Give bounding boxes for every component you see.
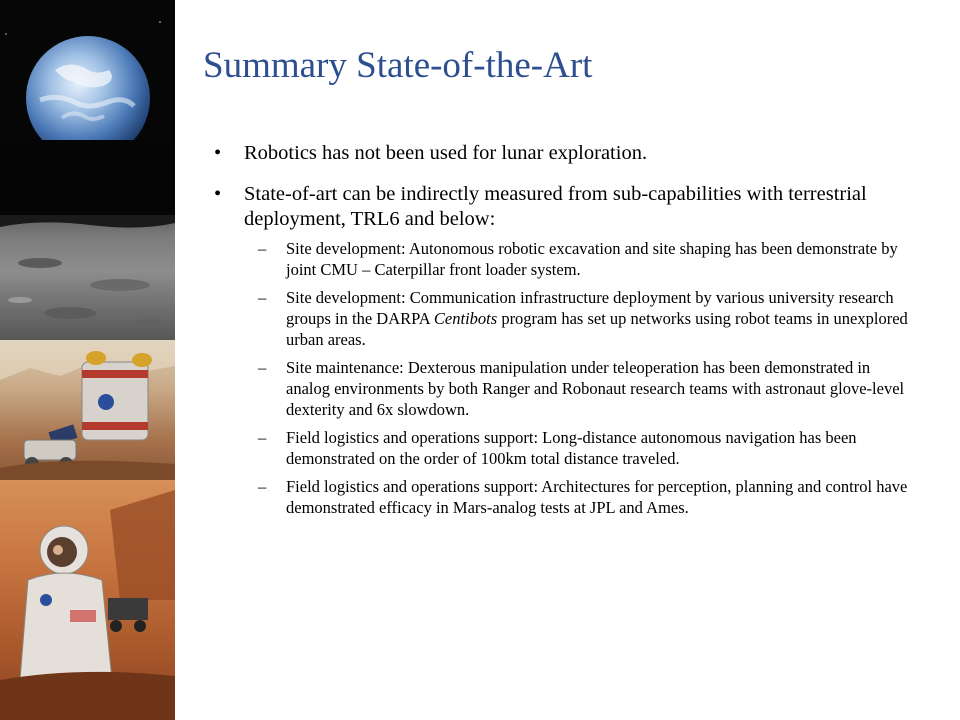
bullet-item <box>214 182 914 518</box>
sub-bullet-text: Field logistics and operations support: Long-distance autonomous navigation has been demonstrated on the order of 100km total distance traveled. <box>286 428 857 468</box>
slide-title: Summary State-of-the-Art <box>203 45 593 86</box>
sub-bullet-item <box>214 357 914 420</box>
sub-bullet-text: Field logistics and operations support: Architectures for perception, planning and control have demonstrated efficacy in Mars-analog tests at JPL and Ames. <box>286 477 908 517</box>
mars-habitat-image <box>0 340 175 480</box>
bullet-item <box>214 141 914 166</box>
left-image-strip <box>0 0 175 720</box>
astronaut-on-mars-image <box>0 480 175 720</box>
sub-bullet-text: Site maintenance: Dexterous manipulation under teleoperation has been demonstrated in analog environments by both Ranger and Robonaut research teams with astronaut glove-level dexterity and 6x slowdown. <box>286 358 905 419</box>
dash-marker: – <box>258 477 267 496</box>
bullet-text: State-of-art can be indirectly measured from sub-capabilities with terrestrial deployment, TRL6 and below: <box>244 183 867 230</box>
sub-bullet-list <box>244 238 914 518</box>
sub-bullet-item <box>214 476 914 518</box>
lunar-surface-image <box>0 215 175 340</box>
sub-bullet-item <box>214 427 914 469</box>
sub-bullet-item <box>214 238 914 280</box>
dash-marker: – <box>258 239 267 258</box>
bullet-text: Robotics has not been used for lunar exploration. <box>244 142 648 164</box>
slide-content <box>214 141 914 534</box>
program-name: Centibots <box>433 309 498 328</box>
sub-bullet-text-end: program has set up networks using robot teams in unexplored urban areas. <box>286 309 908 349</box>
bullet-marker: • <box>214 183 222 205</box>
dash-marker: – <box>258 428 267 447</box>
sub-bullet-text: Site development: Autonomous robotic excavation and site shaping has been demonstrate by joint CMU – Caterpillar front loader system. <box>286 239 898 279</box>
dash-marker: – <box>258 358 267 377</box>
earthrise-image <box>0 0 175 215</box>
bullet-marker: • <box>214 142 222 164</box>
dash-marker: – <box>258 288 267 307</box>
sub-bullet-item <box>214 287 914 350</box>
sub-bullet-text-start: Site development: Communication infrastructure deployment by various university research groups in the DARPA <box>286 288 894 328</box>
